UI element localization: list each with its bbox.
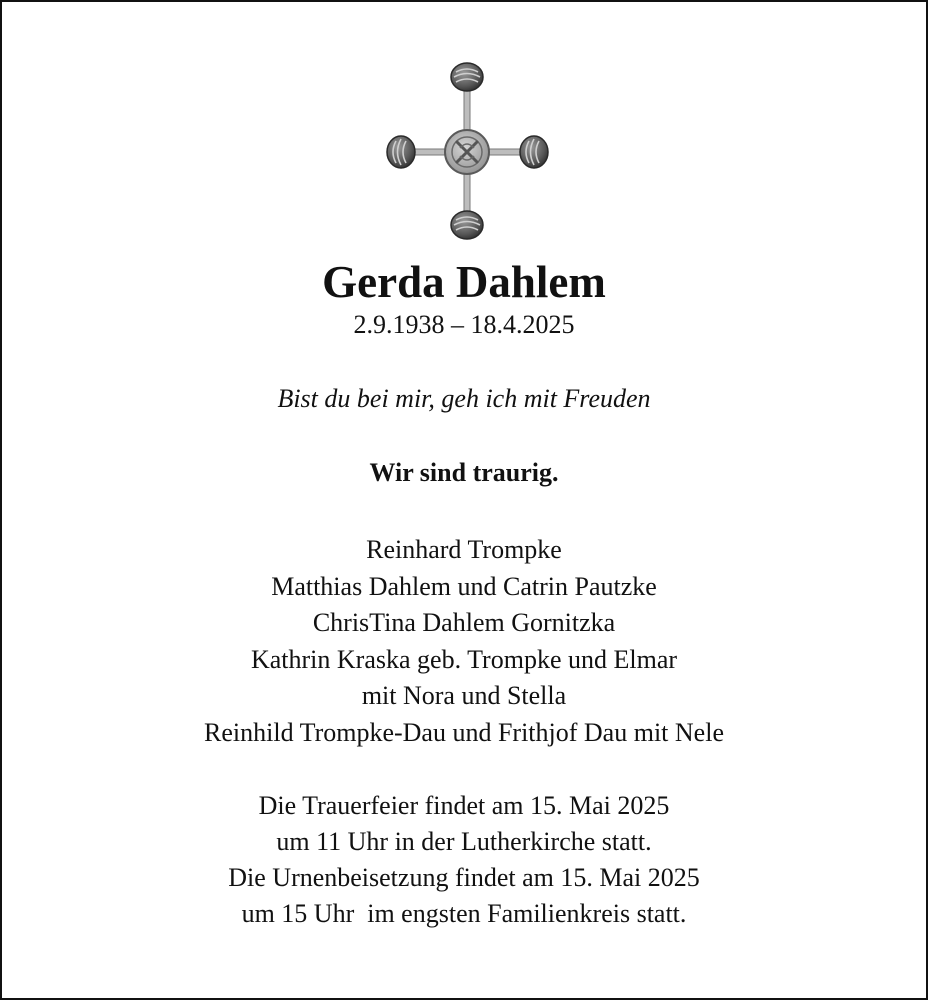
funeral-line: um 11 Uhr in der Lutherkirche statt. [276,827,652,856]
mourner-line: Reinhard Trompke [366,535,562,564]
funeral-details [2,788,926,932]
funeral-line: um 15 Uhr im engsten Familienkreis statt. [241,899,687,928]
memorial-quote: Bist du bei mir, geh ich mit Freuden [277,384,651,413]
funeral-line: Die Trauerfeier findet am 15. Mai 2025 [258,791,670,820]
mourner-line: ChrisTina Dahlem Gornitzka [312,608,616,637]
life-dates: 2.9.1938 – 18.4.2025 [353,310,575,339]
mourner-line: Reinhild Trompke-Dau und Frithjof Dau mit Nele [204,717,724,747]
mourner-line: Kathrin Kraska geb. Trompke und Elmar [250,644,678,674]
mourner-line: Matthias Dahlem und Catrin Pautzke [271,571,657,601]
grief-statement: Wir sind traurig. [369,458,559,487]
deceased-name: Gerda Dahlem [322,257,606,307]
cross-emblem-icon [384,60,552,242]
funeral-line: Die Urnenbeisetzung findet am 15. Mai 2025 [228,863,700,892]
mourners-list [2,532,926,751]
mourner-line: mit Nora und Stella [361,681,567,710]
